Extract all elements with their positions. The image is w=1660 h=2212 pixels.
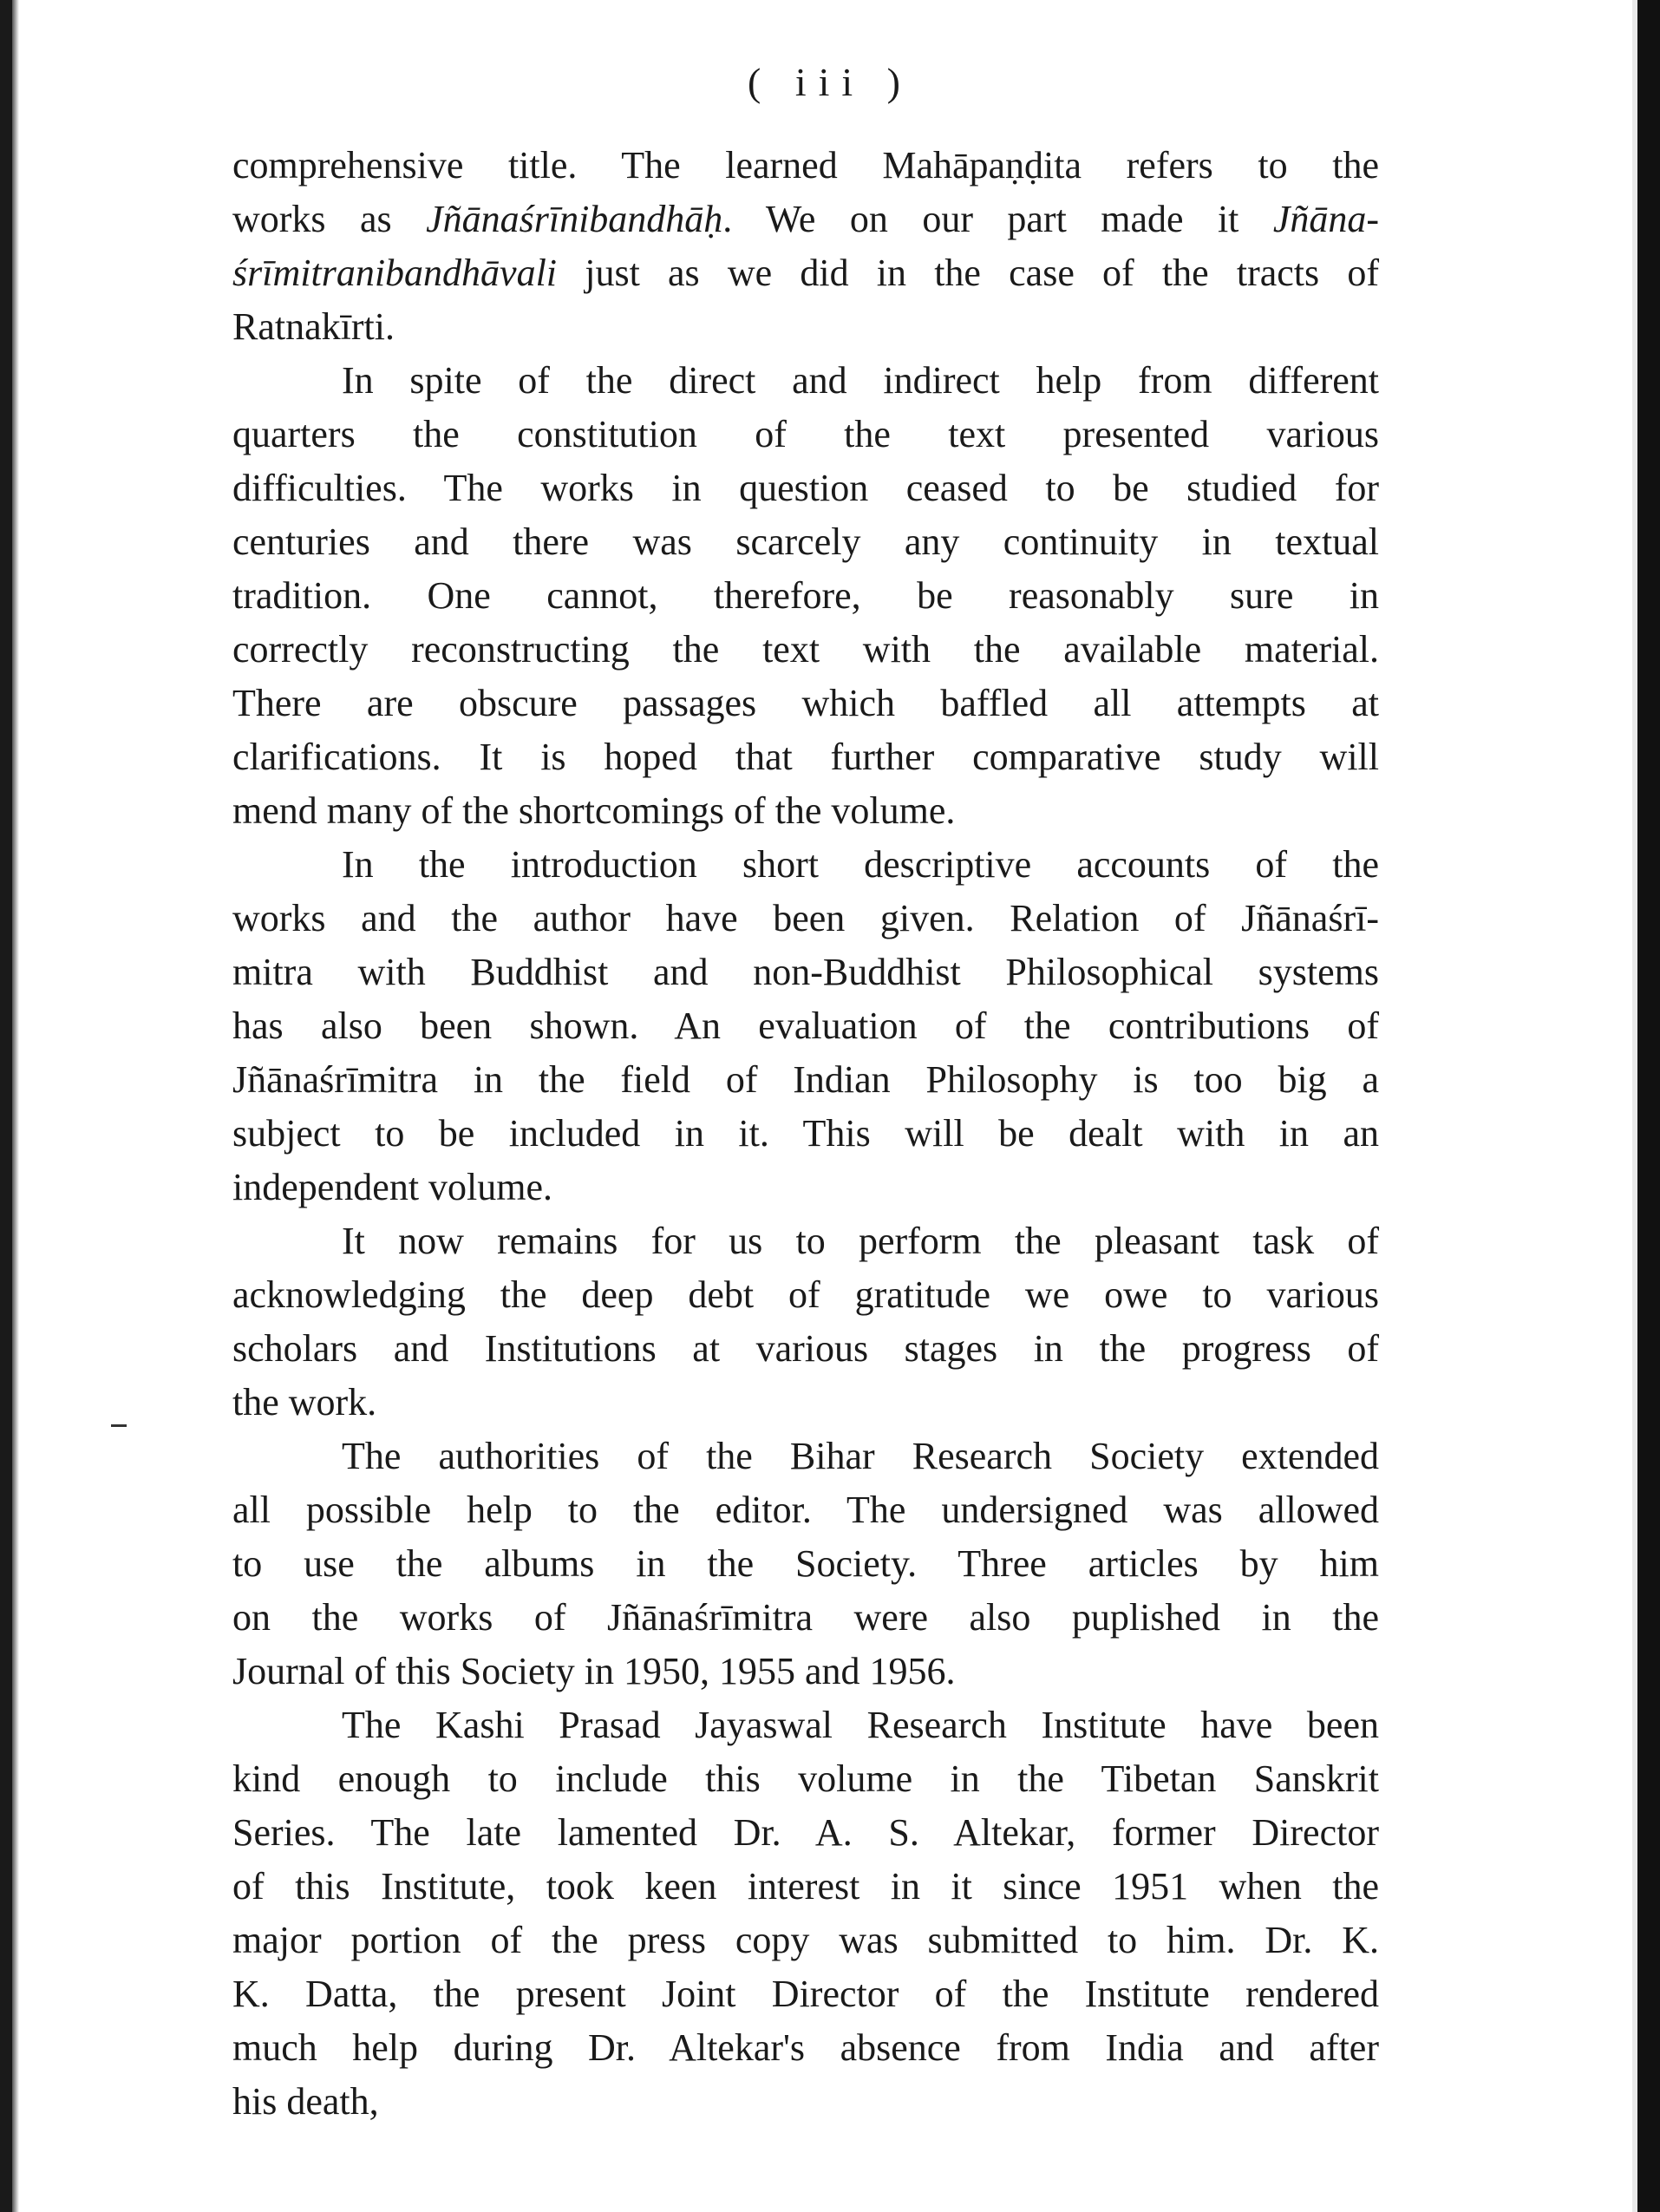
- text-line: subject to be included in it. This will be dealt with in an: [232, 1112, 1379, 1155]
- text-line: It now remains for us to perform the pleasant task of: [342, 1220, 1379, 1262]
- text-line: difficulties. The works in question ceased to be studied for: [232, 467, 1379, 509]
- text-line: correctly reconstructing the text with the available material.: [232, 628, 1379, 671]
- text-line: comprehensive title. The learned Mahāpaṇḍita refers to the: [232, 144, 1379, 187]
- text-line: independent volume.: [232, 1166, 553, 1208]
- text-line: the work.: [232, 1381, 377, 1423]
- text-line: Ratnakīrti.: [232, 305, 395, 348]
- text-line: of this Institute, took keen interest in it since 1951 when the: [232, 1865, 1379, 1908]
- text-line: all possible help to the editor. The undersigned was allowed: [232, 1489, 1379, 1531]
- text-line: The Kashi Prasad Jayaswal Research Institute have been: [342, 1704, 1379, 1746]
- paragraph-1: [232, 139, 1379, 354]
- scanner-border-right: [1637, 0, 1660, 2212]
- text-line: The authorities of the Bihar Research Society extended: [342, 1435, 1379, 1477]
- text-line: has also been shown. An evaluation of the contributions of: [232, 1005, 1379, 1047]
- text-line: mitra with Buddhist and non-Buddhist Philosophical systems: [232, 951, 1379, 993]
- text-line: [232, 246, 1379, 300]
- paragraph-4: [232, 1214, 1379, 1430]
- paragraph-6: [232, 1698, 1379, 2129]
- text-line: Jñānaśrīmitra in the field of Indian Philosophy is too big a: [232, 1058, 1379, 1101]
- paragraph-5: [232, 1430, 1379, 1698]
- text-line: There are obscure passages which baffled all attempts at: [232, 682, 1379, 724]
- text-line: to use the albums in the Society. Three articles by him: [232, 1542, 1379, 1585]
- body-text: [232, 139, 1379, 2129]
- text-fragment: . We on our part made it: [722, 198, 1273, 240]
- text-line: [232, 193, 1379, 246]
- text-line: kind enough to include this volume in the Tibetan Sanskrit: [232, 1757, 1379, 1800]
- text-line: K. Datta, the present Joint Director of the Institute rendered: [232, 1973, 1379, 2015]
- binding-edge-left: [0, 0, 12, 2212]
- text-line: Journal of this Society in 1950, 1955 and 1956.: [232, 1650, 956, 1692]
- text-line: mend many of the shortcomings of the volume.: [232, 789, 956, 832]
- scan-speck: [111, 1424, 127, 1427]
- italic-title: Jñānaśrīnibandhāḥ: [426, 198, 723, 240]
- binding-shadow: [12, 0, 19, 2212]
- text-line: In spite of the direct and indirect help from different: [342, 359, 1379, 402]
- paragraph-3: [232, 838, 1379, 1214]
- text-line: major portion of the press copy was submitted to him. Dr. K.: [232, 1919, 1379, 1961]
- italic-title: śrīmitranibandhāvali: [232, 252, 558, 294]
- text-fragment: works as: [232, 198, 427, 240]
- text-line: tradition. One cannot, therefore, be reasonably sure in: [232, 574, 1379, 617]
- paragraph-2: [232, 354, 1379, 838]
- text-line: scholars and Institutions at various stages in the progress of: [232, 1327, 1379, 1370]
- text-line: In the introduction short descriptive accounts of the: [342, 843, 1379, 886]
- text-line: quarters the constitution of the text presented various: [232, 413, 1379, 455]
- text-line: works and the author have been given. Relation of Jñānaśrī-: [232, 897, 1379, 939]
- text-line: his death,: [232, 2080, 379, 2123]
- text-line: acknowledging the deep debt of gratitude we owe to various: [232, 1273, 1379, 1316]
- page-number: ( iii ): [748, 60, 912, 104]
- text-line: clarifications. It is hoped that further comparative study will: [232, 736, 1379, 778]
- text-line: much help during Dr. Altekar's absence from India and after: [232, 2026, 1379, 2069]
- text-fragment: just as we did in the case of the tracts of: [557, 252, 1379, 294]
- text-line: centuries and there was scarcely any continuity in textual: [232, 520, 1379, 563]
- italic-title: Jñāna-: [1272, 198, 1380, 240]
- text-line: Series. The late lamented Dr. A. S. Altekar, former Director: [232, 1811, 1379, 1854]
- text-line: on the works of Jñānaśrīmitra were also puplished in the: [232, 1596, 1379, 1639]
